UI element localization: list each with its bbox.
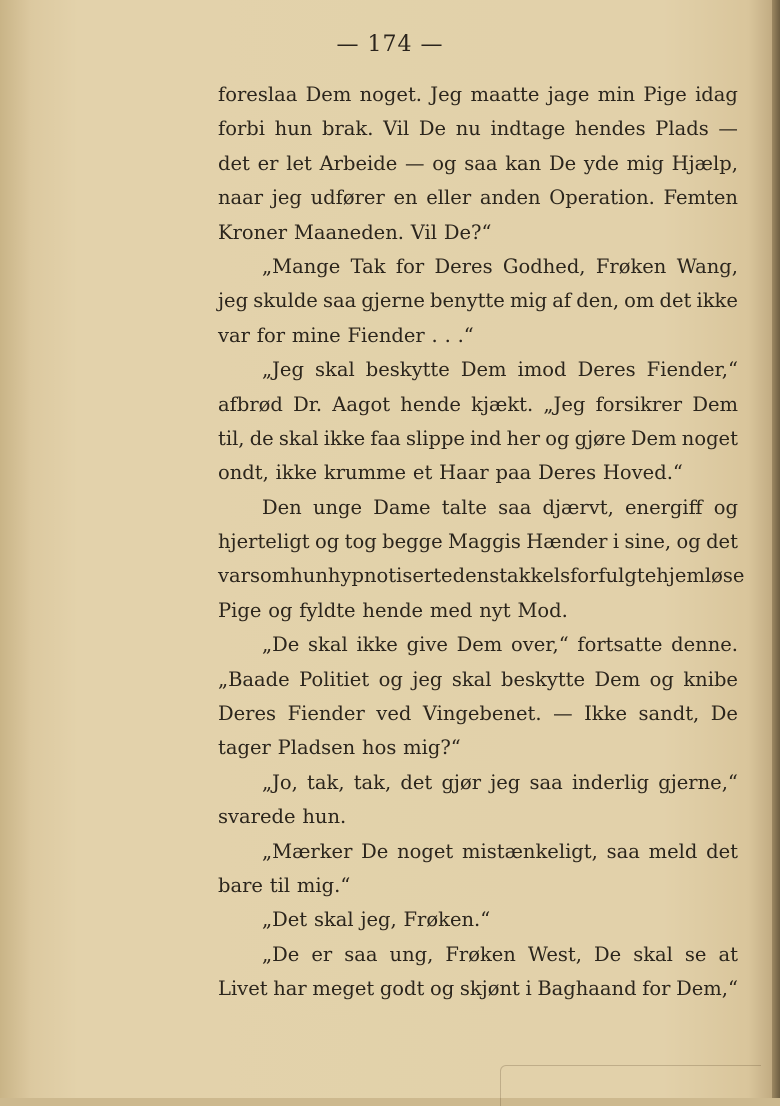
word: skal <box>633 942 673 966</box>
word: talte <box>441 495 487 519</box>
word: mig <box>626 151 664 175</box>
word: let <box>286 151 312 175</box>
word: hjemløse <box>656 564 745 588</box>
text-line <box>218 559 745 593</box>
word: det <box>706 530 738 554</box>
word: Frøken.“ <box>403 908 491 932</box>
word: Femten <box>663 186 738 210</box>
word: svarede <box>218 805 296 829</box>
word: saa <box>606 839 640 863</box>
word: knibe <box>683 667 738 691</box>
word: benytte <box>430 289 505 313</box>
text-line <box>218 147 738 181</box>
word: gjerne <box>361 289 425 313</box>
word: ikke <box>275 461 318 485</box>
word: kan <box>505 151 542 175</box>
word: hende <box>362 598 424 622</box>
word: Dame <box>373 495 431 519</box>
word: skal <box>308 633 348 657</box>
word: meld <box>648 839 698 863</box>
word: Aagot <box>332 392 391 416</box>
word: Pige <box>643 83 687 106</box>
word: min <box>597 83 636 106</box>
word: har <box>273 977 307 1001</box>
text-line <box>218 800 738 834</box>
text-line <box>218 594 738 628</box>
word: mig <box>509 289 548 313</box>
word: „Mærker <box>262 839 353 863</box>
word: Dr. <box>293 392 323 416</box>
word: meget <box>312 977 375 1001</box>
word: Pladsen <box>277 736 356 760</box>
word: er <box>311 942 333 966</box>
word: det <box>218 151 250 175</box>
word: og <box>713 495 738 519</box>
word: faa <box>370 426 401 450</box>
word: om <box>624 289 655 313</box>
word: unge <box>312 495 363 519</box>
word: Plads <box>655 117 709 141</box>
word: Jeg <box>430 83 463 106</box>
word: her <box>506 426 541 450</box>
text-line <box>218 869 738 903</box>
word: den <box>452 564 490 588</box>
word: ved <box>376 702 412 726</box>
word: „Jeg <box>262 358 304 382</box>
word: De <box>593 942 622 966</box>
word: Livet <box>218 977 268 1001</box>
text-line <box>218 697 738 731</box>
word: godt <box>379 977 425 1001</box>
word: Godhed, <box>502 254 586 278</box>
text-line <box>218 284 738 318</box>
word: jage <box>547 83 590 106</box>
word: hun <box>274 117 313 141</box>
word: Dem <box>460 358 507 382</box>
word: Politiet <box>299 667 370 691</box>
word: sine, <box>624 530 672 554</box>
word: Mod. <box>517 598 568 622</box>
word: Kroner <box>218 220 288 244</box>
word: gjerne,“ <box>658 770 738 794</box>
text-line <box>218 181 738 215</box>
word: gjøre <box>574 426 626 450</box>
word: „Det <box>262 908 308 932</box>
word: — <box>553 702 573 726</box>
word: de <box>249 426 274 450</box>
word: til, <box>218 426 245 450</box>
word: hende <box>400 392 461 416</box>
word: saa <box>344 942 378 966</box>
word: hun. <box>302 805 347 829</box>
word: skjønt <box>459 977 520 1001</box>
word: skal <box>278 426 319 450</box>
word: et <box>412 461 433 485</box>
word: eller <box>426 186 472 210</box>
word: De <box>710 702 738 726</box>
word: skal <box>315 358 355 382</box>
word: af <box>552 289 572 313</box>
word: Maggis <box>448 530 521 554</box>
word: skulde <box>253 289 318 313</box>
word: afbrød <box>218 392 283 416</box>
word: det <box>706 839 738 863</box>
word: tak, <box>307 770 345 794</box>
text-line <box>218 250 738 284</box>
word: Vil <box>410 220 438 244</box>
word: ikke <box>356 633 398 657</box>
word: at <box>718 942 738 966</box>
text-line <box>218 388 738 422</box>
word: „Jo, <box>262 770 298 794</box>
text-line <box>218 938 738 972</box>
word: saa <box>464 151 498 175</box>
text-line <box>218 972 738 1006</box>
word: noget <box>681 426 738 450</box>
word: sandt, <box>638 702 700 726</box>
word: saa <box>322 289 357 313</box>
word: foreslaa <box>218 83 298 106</box>
text-line <box>218 525 738 559</box>
word: „Jeg <box>543 392 586 416</box>
word: De <box>418 117 447 141</box>
word: Frøken <box>595 254 667 278</box>
text-line <box>218 353 738 387</box>
word: og <box>545 426 570 450</box>
word: give <box>406 633 448 657</box>
word: inderlig <box>571 770 650 794</box>
word: paa <box>495 461 532 485</box>
text-line <box>218 112 738 146</box>
word: Fiender <box>287 702 365 726</box>
page-edge <box>772 0 780 1098</box>
word: over,“ <box>511 633 569 657</box>
word: „De <box>262 633 300 657</box>
word: Fiender,“ <box>646 358 738 382</box>
word: jeg, <box>360 908 397 932</box>
word: krumme <box>323 461 407 485</box>
word: . <box>444 323 451 347</box>
word: maatte <box>470 83 540 106</box>
word: Hoved.“ <box>602 461 683 485</box>
word: i <box>525 977 532 1001</box>
word: noget. <box>359 83 422 106</box>
word: Dem <box>305 83 352 106</box>
word: er <box>257 151 279 175</box>
word: var <box>218 564 250 588</box>
word: jeg <box>412 667 443 691</box>
word: noget <box>397 839 454 863</box>
word: djærvt, <box>542 495 614 519</box>
word: og <box>378 667 403 691</box>
word: gjør <box>441 770 482 794</box>
word: Arbeide <box>319 151 398 175</box>
word: — <box>404 151 425 175</box>
text-line <box>218 491 738 525</box>
word: se <box>684 942 707 966</box>
word: „Mange <box>262 254 341 278</box>
word: og <box>649 667 674 691</box>
word: fyldte <box>299 598 356 622</box>
word: Deres <box>434 254 493 278</box>
word: De?“ <box>443 220 492 244</box>
word: mig.“ <box>296 873 351 897</box>
word: ondt, <box>218 461 269 485</box>
word: mine <box>291 323 341 347</box>
word: tak, <box>353 770 392 794</box>
word: og <box>432 151 457 175</box>
word: West, <box>527 942 582 966</box>
word: jeg <box>218 289 249 313</box>
word: Den <box>262 495 302 519</box>
word: mistænkeligt, <box>462 839 598 863</box>
word: for <box>642 977 671 1001</box>
word: . <box>431 323 438 347</box>
page-number: — 174 — <box>336 32 444 57</box>
word: skal <box>451 667 492 691</box>
word: Dem <box>692 392 738 416</box>
word: ung, <box>389 942 434 966</box>
word: hjerteligt <box>218 530 310 554</box>
word: som <box>249 564 291 588</box>
text-line <box>218 628 738 662</box>
word: tager <box>218 736 271 760</box>
word: hos <box>362 736 397 760</box>
word: De <box>548 151 577 175</box>
word: Pige <box>218 598 262 622</box>
word: jeg <box>271 186 302 210</box>
word: forbi <box>218 117 265 141</box>
word: var <box>218 323 250 347</box>
word: Wang, <box>676 254 738 278</box>
body-text <box>218 78 745 1007</box>
word: ikke <box>696 289 738 313</box>
word: skal <box>313 908 354 932</box>
word: og <box>429 977 455 1001</box>
word: mig?“ <box>403 736 461 760</box>
word: nyt <box>479 598 511 622</box>
text-line <box>218 835 738 869</box>
word: Operation. <box>549 186 655 210</box>
word: stakkels <box>489 564 571 588</box>
word: Dem,“ <box>676 977 738 1001</box>
word: Deres <box>538 461 597 485</box>
word: „Baade <box>218 667 290 691</box>
word: anden <box>479 186 541 210</box>
word: idag <box>695 83 738 106</box>
word: Deres <box>218 702 277 726</box>
word: Hænder <box>526 530 608 554</box>
word: tog <box>344 530 377 554</box>
word: Vil <box>383 117 410 141</box>
word: Deres <box>577 358 636 382</box>
word: Tak <box>350 254 386 278</box>
text-line <box>218 766 738 800</box>
word: — <box>718 117 738 141</box>
word: yde <box>583 151 619 175</box>
word: energiff <box>624 495 703 519</box>
word: bare <box>218 873 263 897</box>
word: Dem <box>594 667 641 691</box>
text-line <box>218 731 738 765</box>
word: Dem <box>630 426 677 450</box>
word: „De <box>262 942 300 966</box>
word: Baghaand <box>537 977 637 1001</box>
word: for <box>256 323 286 347</box>
text-line <box>218 78 738 112</box>
word: ikke <box>323 426 366 450</box>
word: Dem <box>456 633 503 657</box>
text-line <box>218 216 738 250</box>
word: i <box>612 530 620 554</box>
text-line <box>218 319 738 353</box>
word: fortsatte <box>577 633 663 657</box>
word: jeg <box>490 770 521 794</box>
word: det <box>400 770 433 794</box>
text-line <box>218 456 738 490</box>
word: for <box>395 254 425 278</box>
word: kjækt. <box>471 392 534 416</box>
word: slippe <box>405 426 465 450</box>
word: Maaneden. <box>293 220 404 244</box>
word: ind <box>470 426 502 450</box>
word: begge <box>382 530 443 554</box>
word: en <box>393 186 418 210</box>
word: den, <box>576 289 620 313</box>
word: imod <box>517 358 567 382</box>
word: Fiender <box>347 323 425 347</box>
word: det <box>659 289 692 313</box>
word: udfører <box>310 186 385 210</box>
word: og <box>676 530 701 554</box>
word: saa <box>498 495 532 519</box>
word: forsikrer <box>595 392 683 416</box>
word: Hjælp, <box>671 151 738 175</box>
word: Ikke <box>584 702 627 726</box>
word: hendes <box>574 117 646 141</box>
word: hun <box>290 564 328 588</box>
word: nu <box>455 117 481 141</box>
word: brak. <box>321 117 374 141</box>
text-line <box>218 663 738 697</box>
word: Frøken <box>445 942 516 966</box>
word: beskytte <box>500 667 586 691</box>
word: til <box>269 873 291 897</box>
word: hypnotiserte <box>327 564 453 588</box>
text-line <box>218 903 738 937</box>
paper-mark <box>500 1065 761 1106</box>
word: forfulgte <box>570 564 657 588</box>
word: De <box>361 839 389 863</box>
word: denne. <box>671 633 738 657</box>
word: indtage <box>490 117 566 141</box>
word: Vingebenet. <box>422 702 542 726</box>
word: og <box>315 530 340 554</box>
text-line <box>218 422 738 456</box>
word: beskytte <box>365 358 450 382</box>
word: Haar <box>439 461 489 485</box>
word: og <box>268 598 293 622</box>
word: naar <box>218 186 264 210</box>
word: saa <box>529 770 563 794</box>
word: .“ <box>457 323 474 347</box>
word: med <box>429 598 473 622</box>
